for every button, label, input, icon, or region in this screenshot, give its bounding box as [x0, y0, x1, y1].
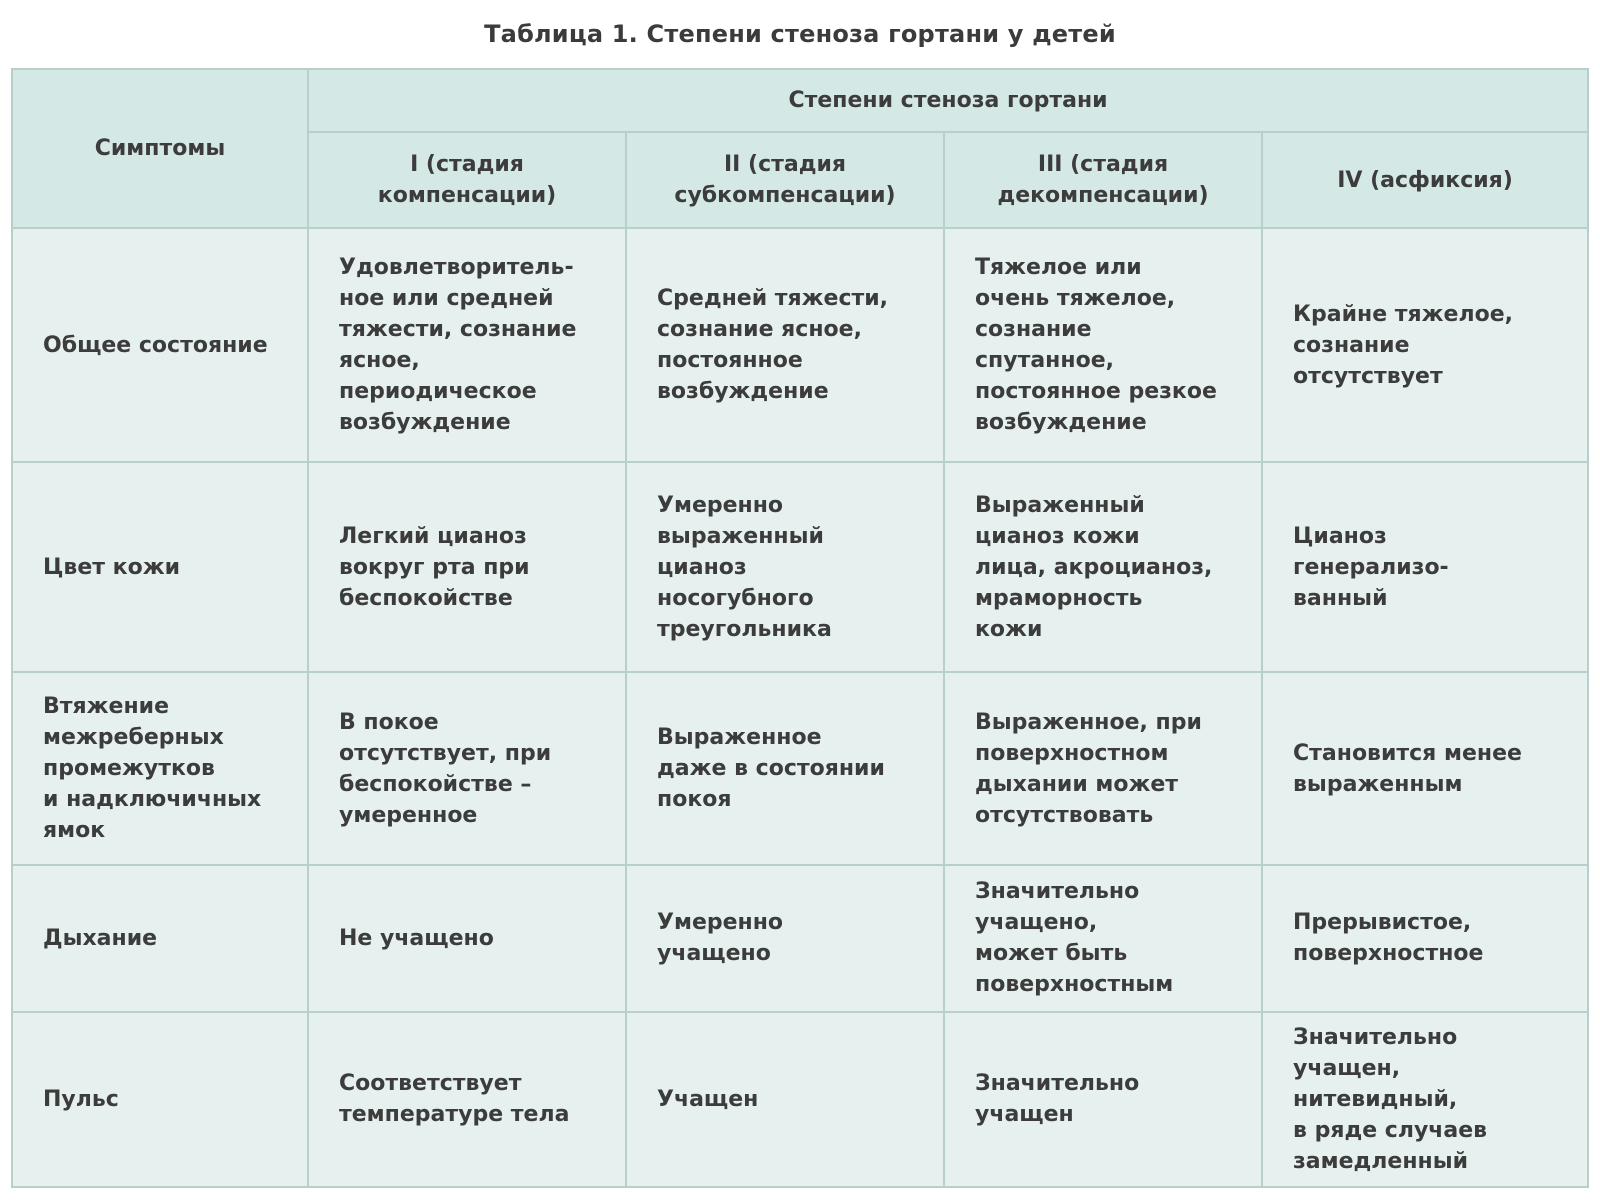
table-row — [12, 672, 1588, 865]
table-row — [12, 865, 1588, 1011]
table-row — [12, 1012, 1588, 1187]
table-row — [12, 462, 1588, 671]
table-cell: Выраженный цианоз кожи лица, акроцианоз, мраморность кожи — [944, 462, 1262, 671]
table-cell: Не учащено — [308, 865, 626, 1011]
table-cell: Значительно учащено, может быть поверхностным — [944, 865, 1262, 1011]
symptom-retraction: Втяжение межреберных промежутков и надключичных ямок — [12, 672, 308, 865]
table-cell: Прерывистое, поверхностное — [1262, 865, 1588, 1011]
stage-4-header: IV (асфиксия) — [1262, 132, 1588, 228]
table-body — [12, 228, 1588, 1187]
table-cell: Средней тяжести, сознание ясное, постоянное возбуждение — [626, 228, 944, 462]
symptoms-column-header: Симптомы — [12, 69, 308, 228]
symptom-skin-color: Цвет кожи — [12, 462, 308, 671]
table-cell: Цианоз генерализо- ванный — [1262, 462, 1588, 671]
table-cell: Легкий цианоз вокруг рта при беспокойстве — [308, 462, 626, 671]
table-cell: В покое отсутствует, при беспокойстве – умеренное — [308, 672, 626, 865]
table-cell: Выраженное даже в состоянии покоя — [626, 672, 944, 865]
table-cell: Учащен — [626, 1012, 944, 1187]
table-cell: Выраженное, при поверхностном дыхании может отсутствовать — [944, 672, 1262, 865]
stage-2-header: II (стадия субкомпенсации) — [626, 132, 944, 228]
table-cell: Умеренно учащено — [626, 865, 944, 1011]
symptom-breathing: Дыхание — [12, 865, 308, 1011]
stenosis-degrees-header: Степени стеноза гортани — [308, 69, 1588, 132]
table-cell: Значительно учащен, нитевидный, в ряде случаев замедленный — [1262, 1012, 1588, 1187]
table-title: Таблица 1. Степени стеноза гортани у детей — [484, 20, 1116, 48]
stage-3-header: III (стадия декомпенсации) — [944, 132, 1262, 228]
table-cell: Становится менее выраженным — [1262, 672, 1588, 865]
table-header — [12, 69, 1588, 228]
table-row — [12, 228, 1588, 462]
table-cell: Тяжелое или очень тяжелое, сознание спутанное, постоянное резкое возбуждение — [944, 228, 1262, 462]
table-cell: Удовлетворитель- ное или средней тяжести, сознание ясное, периодическое возбуждение — [308, 228, 626, 462]
stenosis-table — [11, 68, 1589, 1188]
stage-1-header: I (стадия компенсации) — [308, 132, 626, 228]
symptom-general-condition: Общее состояние — [12, 228, 308, 462]
table-cell: Значительно учащен — [944, 1012, 1262, 1187]
table-cell: Крайне тяжелое, сознание отсутствует — [1262, 228, 1588, 462]
table-cell: Соответствует температуре тела — [308, 1012, 626, 1187]
table-cell: Умеренно выраженный цианоз носогубного треугольника — [626, 462, 944, 671]
symptom-pulse: Пульс — [12, 1012, 308, 1187]
